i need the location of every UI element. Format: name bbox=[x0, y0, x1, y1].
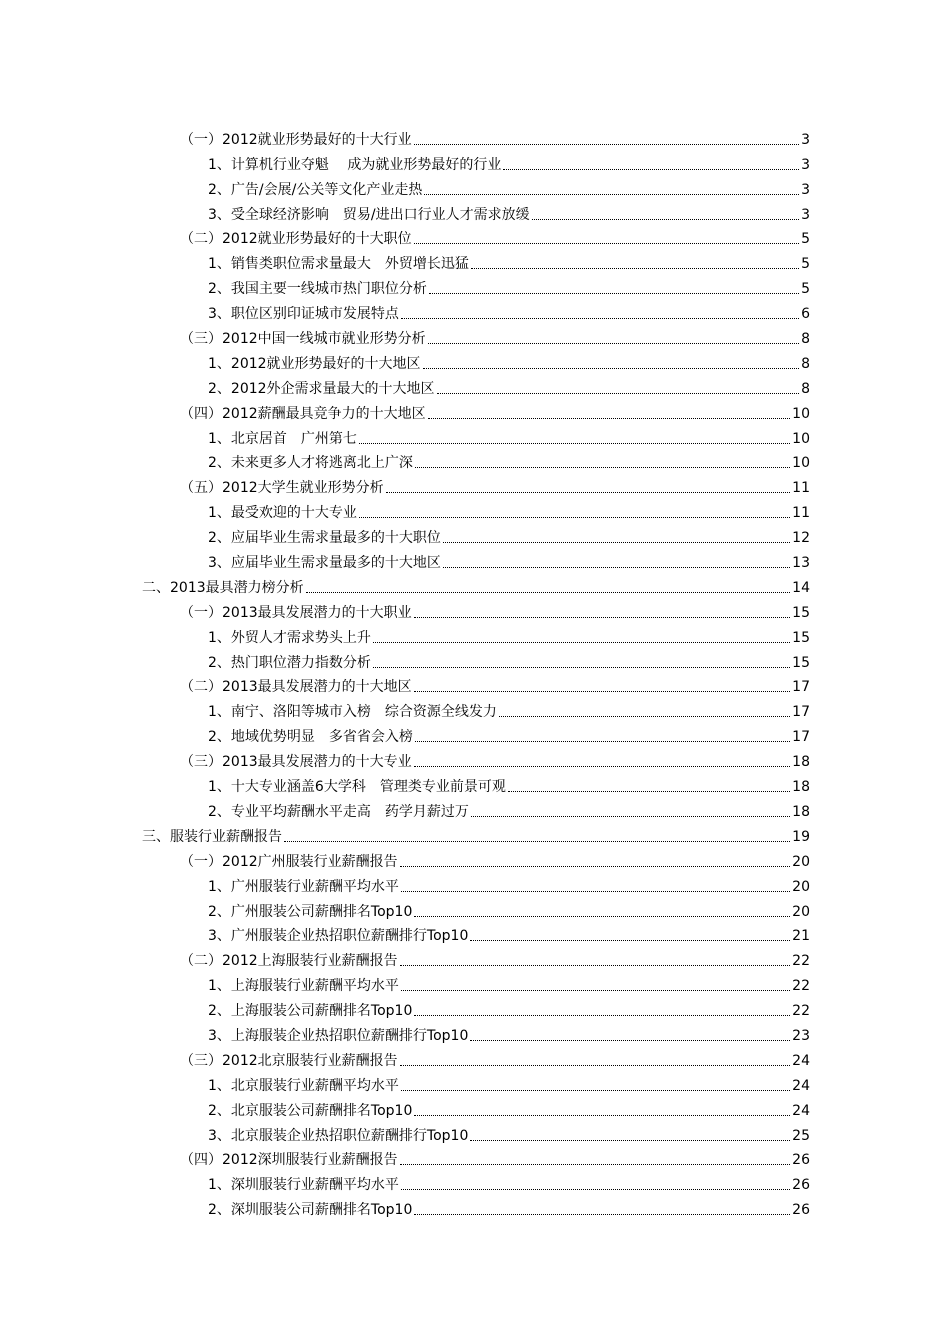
toc-dot-leader bbox=[359, 517, 790, 518]
toc-entry-title: 1、北京居首 广州第七 bbox=[208, 430, 357, 447]
toc-entry-page-number: 26 bbox=[792, 1152, 810, 1169]
toc-entry-page-number: 15 bbox=[792, 604, 810, 621]
toc-dot-leader bbox=[414, 243, 799, 244]
toc-entry-page-number: 10 bbox=[792, 455, 810, 472]
toc-dot-leader bbox=[401, 1189, 790, 1190]
toc-entry-page-number: 11 bbox=[792, 480, 810, 497]
toc-entry-page-number: 14 bbox=[792, 579, 810, 596]
toc-entry[interactable] bbox=[180, 473, 810, 498]
toc-dot-leader bbox=[443, 542, 790, 543]
toc-entry-page-number: 20 bbox=[792, 903, 810, 920]
toc-entry-page-number: 26 bbox=[792, 1177, 810, 1194]
toc-entry[interactable] bbox=[208, 797, 810, 822]
toc-entry[interactable] bbox=[208, 349, 810, 374]
toc-entry-title: 2、应届毕业生需求量最多的十大职位 bbox=[208, 530, 441, 547]
toc-entry-page-number: 5 bbox=[801, 281, 810, 298]
toc-entry-page-number: 18 bbox=[792, 779, 810, 796]
toc-entry-page-number: 18 bbox=[792, 803, 810, 820]
toc-entry-title: 1、北京服装行业薪酬平均水平 bbox=[208, 1077, 399, 1094]
toc-dot-leader bbox=[429, 293, 799, 294]
toc-entry-title: （二）2012上海服装行业薪酬报告 bbox=[180, 953, 398, 970]
toc-entry-title: 1、深圳服装行业薪酬平均水平 bbox=[208, 1177, 399, 1194]
toc-dot-leader bbox=[470, 940, 790, 941]
toc-entry-page-number: 13 bbox=[792, 555, 810, 572]
toc-dot-leader bbox=[414, 617, 791, 618]
toc-entry-title: （四）2012深圳服装行业薪酬报告 bbox=[180, 1152, 398, 1169]
toc-entry-page-number: 20 bbox=[792, 853, 810, 870]
toc-entry[interactable] bbox=[208, 523, 810, 548]
toc-dot-leader bbox=[428, 418, 791, 419]
toc-entry[interactable] bbox=[180, 399, 810, 424]
toc-entry-title: （一）2013最具发展潜力的十大职业 bbox=[180, 604, 412, 621]
toc-entry-title: （三）2013最具发展潜力的十大专业 bbox=[180, 754, 412, 771]
toc-entry-page-number: 3 bbox=[801, 206, 810, 223]
toc-entry-title: 2、我国主要一线城市热门职位分析 bbox=[208, 281, 427, 298]
toc-entry[interactable] bbox=[180, 1146, 810, 1171]
toc-entry[interactable] bbox=[142, 573, 810, 598]
toc-dot-leader bbox=[414, 691, 791, 692]
toc-entry-page-number: 6 bbox=[801, 306, 810, 323]
toc-dot-leader bbox=[471, 816, 790, 817]
toc-entry[interactable] bbox=[208, 374, 810, 399]
toc-dot-leader bbox=[414, 916, 790, 917]
toc-entry-title: （三）2012中国一线城市就业形势分析 bbox=[180, 331, 426, 348]
toc-entry-page-number: 10 bbox=[792, 430, 810, 447]
toc-entry-page-number: 22 bbox=[792, 953, 810, 970]
toc-dot-leader bbox=[423, 368, 800, 369]
toc-dot-leader bbox=[443, 567, 790, 568]
toc-entry-title: 2、2012外企需求量最大的十大地区 bbox=[208, 380, 435, 397]
toc-entry-page-number: 15 bbox=[792, 629, 810, 646]
toc-entry-page-number: 12 bbox=[792, 530, 810, 547]
toc-dot-leader bbox=[306, 592, 791, 593]
toc-entry-page-number: 24 bbox=[792, 1052, 810, 1069]
toc-entry-title: 1、十大专业涵盖6大学科 管理类专业前景可观 bbox=[208, 779, 506, 796]
toc-entry-title: （二）2013最具发展潜力的十大地区 bbox=[180, 679, 412, 696]
toc-entry-title: 3、应届毕业生需求量最多的十大地区 bbox=[208, 555, 441, 572]
toc-entry-title: （一）2012广州服装行业薪酬报告 bbox=[180, 853, 398, 870]
toc-entry-page-number: 3 bbox=[801, 131, 810, 148]
toc-entry[interactable] bbox=[208, 200, 810, 225]
table-of-contents bbox=[0, 125, 950, 1220]
toc-dot-leader bbox=[400, 1065, 791, 1066]
toc-entry-title: 1、2012就业形势最好的十大地区 bbox=[208, 355, 421, 372]
toc-entry[interactable] bbox=[208, 722, 810, 747]
toc-dot-leader bbox=[359, 443, 790, 444]
toc-entry-page-number: 24 bbox=[792, 1077, 810, 1094]
toc-dot-leader bbox=[400, 965, 791, 966]
toc-entry-title: 2、未来更多人才将逃离北上广深 bbox=[208, 455, 413, 472]
toc-dot-leader bbox=[400, 1164, 791, 1165]
toc-entry[interactable] bbox=[180, 125, 810, 150]
toc-entry[interactable] bbox=[180, 847, 810, 872]
toc-dot-leader bbox=[415, 741, 790, 742]
toc-entry-page-number: 24 bbox=[792, 1102, 810, 1119]
toc-dot-leader bbox=[373, 642, 790, 643]
toc-entry[interactable] bbox=[142, 822, 810, 847]
toc-dot-leader bbox=[414, 766, 791, 767]
toc-entry[interactable] bbox=[208, 274, 810, 299]
toc-dot-leader bbox=[470, 1040, 790, 1041]
toc-entry[interactable] bbox=[208, 648, 810, 673]
toc-entry-title: 二、2013最具潜力榜分析 bbox=[142, 579, 304, 596]
toc-entry-title: 1、南宁、洛阳等城市入榜 综合资源全线发力 bbox=[208, 704, 497, 721]
toc-entry-title: 1、计算机行业夺魁 成为就业形势最好的行业 bbox=[208, 156, 502, 173]
toc-dot-leader bbox=[414, 1015, 790, 1016]
toc-entry[interactable] bbox=[208, 623, 810, 648]
toc-entry[interactable] bbox=[208, 249, 810, 274]
toc-dot-leader bbox=[414, 1214, 790, 1215]
toc-entry-page-number: 15 bbox=[792, 654, 810, 671]
toc-entry-title: 2、广告/会展/公关等文化产业走热 bbox=[208, 181, 423, 198]
toc-entry[interactable] bbox=[208, 1071, 810, 1096]
toc-entry[interactable] bbox=[208, 922, 810, 947]
toc-dot-leader bbox=[503, 169, 799, 170]
toc-entry-page-number: 8 bbox=[801, 355, 810, 372]
toc-entry-page-number: 3 bbox=[801, 181, 810, 198]
toc-dot-leader bbox=[401, 1090, 790, 1091]
toc-entry-page-number: 22 bbox=[792, 1003, 810, 1020]
toc-entry-title: 2、北京服装公司薪酬排名Top10 bbox=[208, 1102, 413, 1119]
toc-entry-page-number: 17 bbox=[792, 679, 810, 696]
toc-entry[interactable] bbox=[180, 598, 810, 623]
toc-entry-page-number: 17 bbox=[792, 704, 810, 721]
toc-entry[interactable] bbox=[180, 673, 810, 698]
toc-entry[interactable] bbox=[208, 872, 810, 897]
toc-entry[interactable] bbox=[208, 1170, 810, 1195]
toc-dot-leader bbox=[401, 891, 790, 892]
toc-entry[interactable] bbox=[208, 1021, 810, 1046]
toc-entry[interactable] bbox=[180, 946, 810, 971]
toc-entry[interactable] bbox=[208, 449, 810, 474]
toc-entry-title: 2、上海服装公司薪酬排名Top10 bbox=[208, 1003, 413, 1020]
toc-entry-title: （二）2012就业形势最好的十大职位 bbox=[180, 231, 412, 248]
toc-entry-title: 1、外贸人才需求势头上升 bbox=[208, 629, 371, 646]
toc-entry[interactable] bbox=[208, 697, 810, 722]
toc-dot-leader bbox=[386, 492, 791, 493]
toc-dot-leader bbox=[470, 1140, 790, 1141]
toc-entry-page-number: 20 bbox=[792, 878, 810, 895]
toc-entry[interactable] bbox=[208, 1121, 810, 1146]
toc-entry-title: 2、专业平均薪酬水平走高 药学月薪过万 bbox=[208, 803, 469, 820]
toc-entry-title: 1、广州服装行业薪酬平均水平 bbox=[208, 878, 399, 895]
toc-entry-title: 3、受全球经济影响 贸易/进出口行业人才需求放缓 bbox=[208, 206, 530, 223]
toc-dot-leader bbox=[414, 144, 799, 145]
toc-entry[interactable] bbox=[208, 772, 810, 797]
toc-entry[interactable] bbox=[180, 324, 810, 349]
toc-entry-title: 2、地域优势明显 多省省会入榜 bbox=[208, 729, 413, 746]
toc-dot-leader bbox=[284, 841, 790, 842]
toc-entry[interactable] bbox=[208, 996, 810, 1021]
toc-dot-leader bbox=[373, 667, 790, 668]
toc-entry-page-number: 10 bbox=[792, 405, 810, 422]
toc-entry-title: 3、北京服装企业热招职位薪酬排行Top10 bbox=[208, 1127, 469, 1144]
toc-entry[interactable] bbox=[208, 897, 810, 922]
toc-entry[interactable] bbox=[208, 1195, 810, 1220]
toc-entry-title: 三、服装行业薪酬报告 bbox=[142, 828, 282, 845]
toc-dot-leader bbox=[414, 1115, 790, 1116]
toc-entry-title: 3、上海服装企业热招职位薪酬排行Top10 bbox=[208, 1027, 469, 1044]
toc-entry-title: 3、广州服装企业热招职位薪酬排行Top10 bbox=[208, 928, 469, 945]
toc-entry-page-number: 26 bbox=[792, 1202, 810, 1219]
toc-dot-leader bbox=[401, 318, 799, 319]
toc-entry-title: （一）2012就业形势最好的十大行业 bbox=[180, 131, 412, 148]
toc-entry-title: 2、广州服装公司薪酬排名Top10 bbox=[208, 903, 413, 920]
toc-entry-title: （四）2012薪酬最具竞争力的十大地区 bbox=[180, 405, 426, 422]
toc-entry-page-number: 23 bbox=[792, 1027, 810, 1044]
toc-entry-title: 2、深圳服装公司薪酬排名Top10 bbox=[208, 1202, 413, 1219]
toc-dot-leader bbox=[508, 791, 790, 792]
toc-entry-title: 2、热门职位潜力指数分析 bbox=[208, 654, 371, 671]
toc-entry-page-number: 25 bbox=[792, 1127, 810, 1144]
toc-entry-page-number: 8 bbox=[801, 380, 810, 397]
toc-entry[interactable] bbox=[208, 150, 810, 175]
toc-dot-leader bbox=[437, 393, 800, 394]
toc-entry-page-number: 5 bbox=[801, 256, 810, 273]
toc-entry[interactable] bbox=[180, 1046, 810, 1071]
toc-entry-page-number: 17 bbox=[792, 729, 810, 746]
toc-entry-page-number: 11 bbox=[792, 505, 810, 522]
toc-entry[interactable] bbox=[208, 498, 810, 523]
toc-entry-title: 1、最受欢迎的十大专业 bbox=[208, 505, 357, 522]
toc-entry[interactable] bbox=[208, 175, 810, 200]
toc-entry-page-number: 22 bbox=[792, 978, 810, 995]
toc-entry-page-number: 3 bbox=[801, 156, 810, 173]
toc-entry-page-number: 18 bbox=[792, 754, 810, 771]
toc-entry[interactable] bbox=[180, 225, 810, 250]
toc-dot-leader bbox=[428, 343, 799, 344]
toc-dot-leader bbox=[499, 716, 790, 717]
toc-entry-page-number: 19 bbox=[792, 828, 810, 845]
toc-entry-title: （三）2012北京服装行业薪酬报告 bbox=[180, 1052, 398, 1069]
toc-dot-leader bbox=[415, 467, 790, 468]
toc-entry[interactable] bbox=[208, 971, 810, 996]
toc-entry[interactable] bbox=[208, 424, 810, 449]
toc-dot-leader bbox=[532, 219, 799, 220]
toc-entry[interactable] bbox=[208, 299, 810, 324]
toc-entry-title: 1、销售类职位需求量最大 外贸增长迅猛 bbox=[208, 256, 469, 273]
toc-entry-page-number: 5 bbox=[801, 231, 810, 248]
toc-dot-leader bbox=[471, 268, 799, 269]
toc-entry-title: 3、职位区别印证城市发展特点 bbox=[208, 306, 399, 323]
toc-entry-title: （五）2012大学生就业形势分析 bbox=[180, 480, 384, 497]
toc-dot-leader bbox=[401, 990, 790, 991]
toc-dot-leader bbox=[400, 866, 791, 867]
toc-entry-page-number: 21 bbox=[792, 928, 810, 945]
toc-dot-leader bbox=[424, 194, 799, 195]
toc-entry[interactable] bbox=[208, 1096, 810, 1121]
toc-entry-page-number: 8 bbox=[801, 331, 810, 348]
toc-entry-title: 1、上海服装行业薪酬平均水平 bbox=[208, 978, 399, 995]
toc-entry[interactable] bbox=[180, 747, 810, 772]
toc-entry[interactable] bbox=[208, 548, 810, 573]
